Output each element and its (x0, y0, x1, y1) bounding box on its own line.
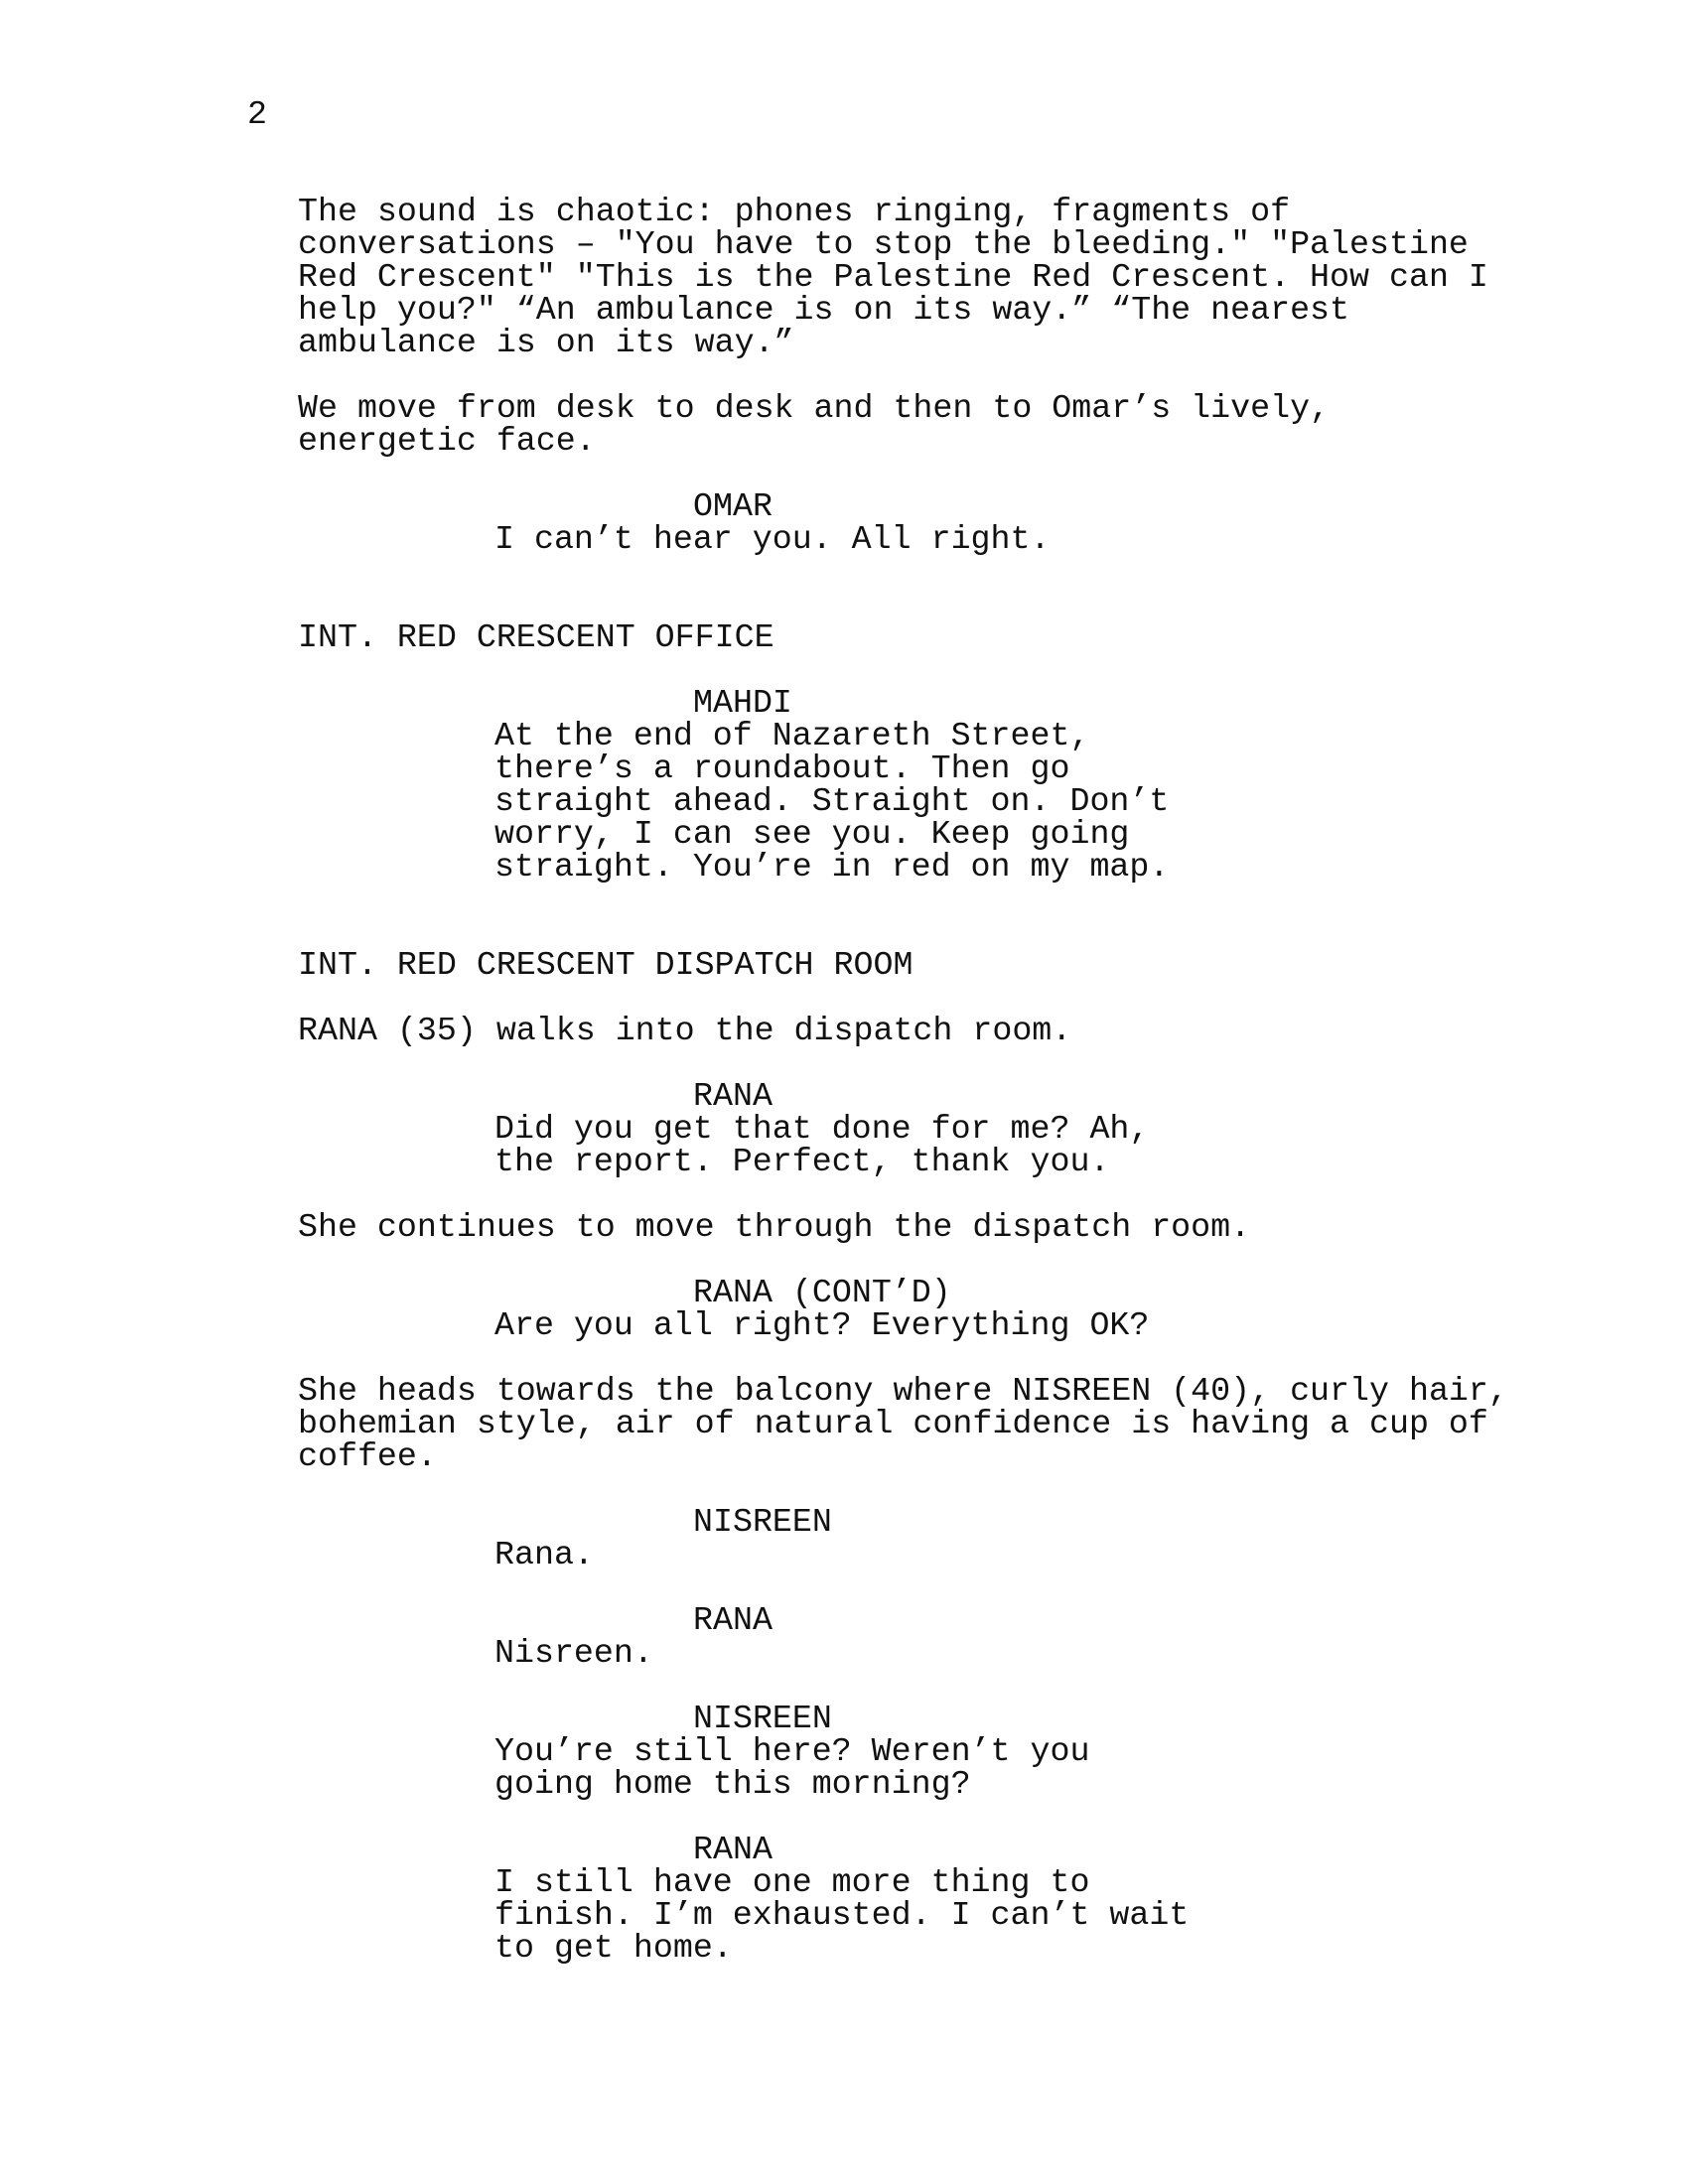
action-line: She heads towards the balcony where NISREEN (40), curly hair, (298, 1372, 1508, 1410)
action-line: Red Crescent" "This is the Palestine Red Crescent. How can I (298, 258, 1488, 296)
character-cue: NISREEN (693, 1503, 832, 1541)
action-line: coffee. (298, 1437, 437, 1475)
dialogue-line: straight ahead. Straight on. Don’t (494, 782, 1170, 820)
dialogue-line: I still have one more thing to (494, 1863, 1090, 1901)
character-cue: RANA (693, 1077, 773, 1115)
dialogue-line: to get home. (494, 1929, 733, 1967)
action-line: We move from desk to desk and then to Omar’s lively, (298, 389, 1331, 427)
dialogue-line: Rana. (494, 1536, 594, 1573)
dialogue-line: finish. I’m exhausted. I can’t wait (494, 1896, 1190, 1934)
character-cue: OMAR (693, 487, 773, 525)
dialogue-line: worry, I can see you. Keep going (494, 815, 1130, 853)
dialogue-line: At the end of Nazareth Street, (494, 717, 1090, 754)
dialogue-line: I can’t hear you. All right. (494, 520, 1051, 558)
character-cue: RANA (693, 1831, 773, 1868)
dialogue-line: there’s a roundabout. Then go (494, 750, 1070, 787)
action-line: RANA (35) walks into the dispatch room. (298, 1012, 1072, 1049)
character-cue: MAHDI (693, 684, 792, 722)
dialogue-line: Did you get that done for me? Ah, (494, 1110, 1150, 1148)
dialogue-line: going home this morning? (494, 1765, 971, 1803)
page-number: 2 (247, 95, 267, 133)
action-line: She continues to move through the dispatch room. (298, 1208, 1251, 1246)
action-line: help you?" “An ambulance is on its way.” “The nearest (298, 291, 1350, 329)
scene-heading: INT. RED CRESCENT DISPATCH ROOM (298, 946, 914, 984)
dialogue-line: Nisreen. (494, 1634, 653, 1672)
action-line: The sound is chaotic: phones ringing, fragments of (298, 193, 1291, 230)
dialogue-line: Are you all right? Everything OK? (494, 1306, 1150, 1344)
character-cue: RANA (CONT’D) (693, 1274, 951, 1311)
dialogue-line: the report. Perfect, thank you. (494, 1143, 1110, 1180)
character-cue: NISREEN (693, 1700, 832, 1737)
action-line: ambulance is on its way.” (298, 324, 794, 361)
scene-heading: INT. RED CRESCENT OFFICE (298, 618, 774, 656)
dialogue-line: You’re still here? Weren’t you (494, 1732, 1090, 1770)
action-line: bohemian style, air of natural confidence is having a cup of (298, 1405, 1488, 1442)
character-cue: RANA (693, 1601, 773, 1639)
action-line: conversations – "You have to stop the bleeding." "Palestine (298, 225, 1469, 263)
dialogue-line: straight. You’re in red on my map. (494, 848, 1170, 886)
action-line: energetic face. (298, 422, 596, 460)
